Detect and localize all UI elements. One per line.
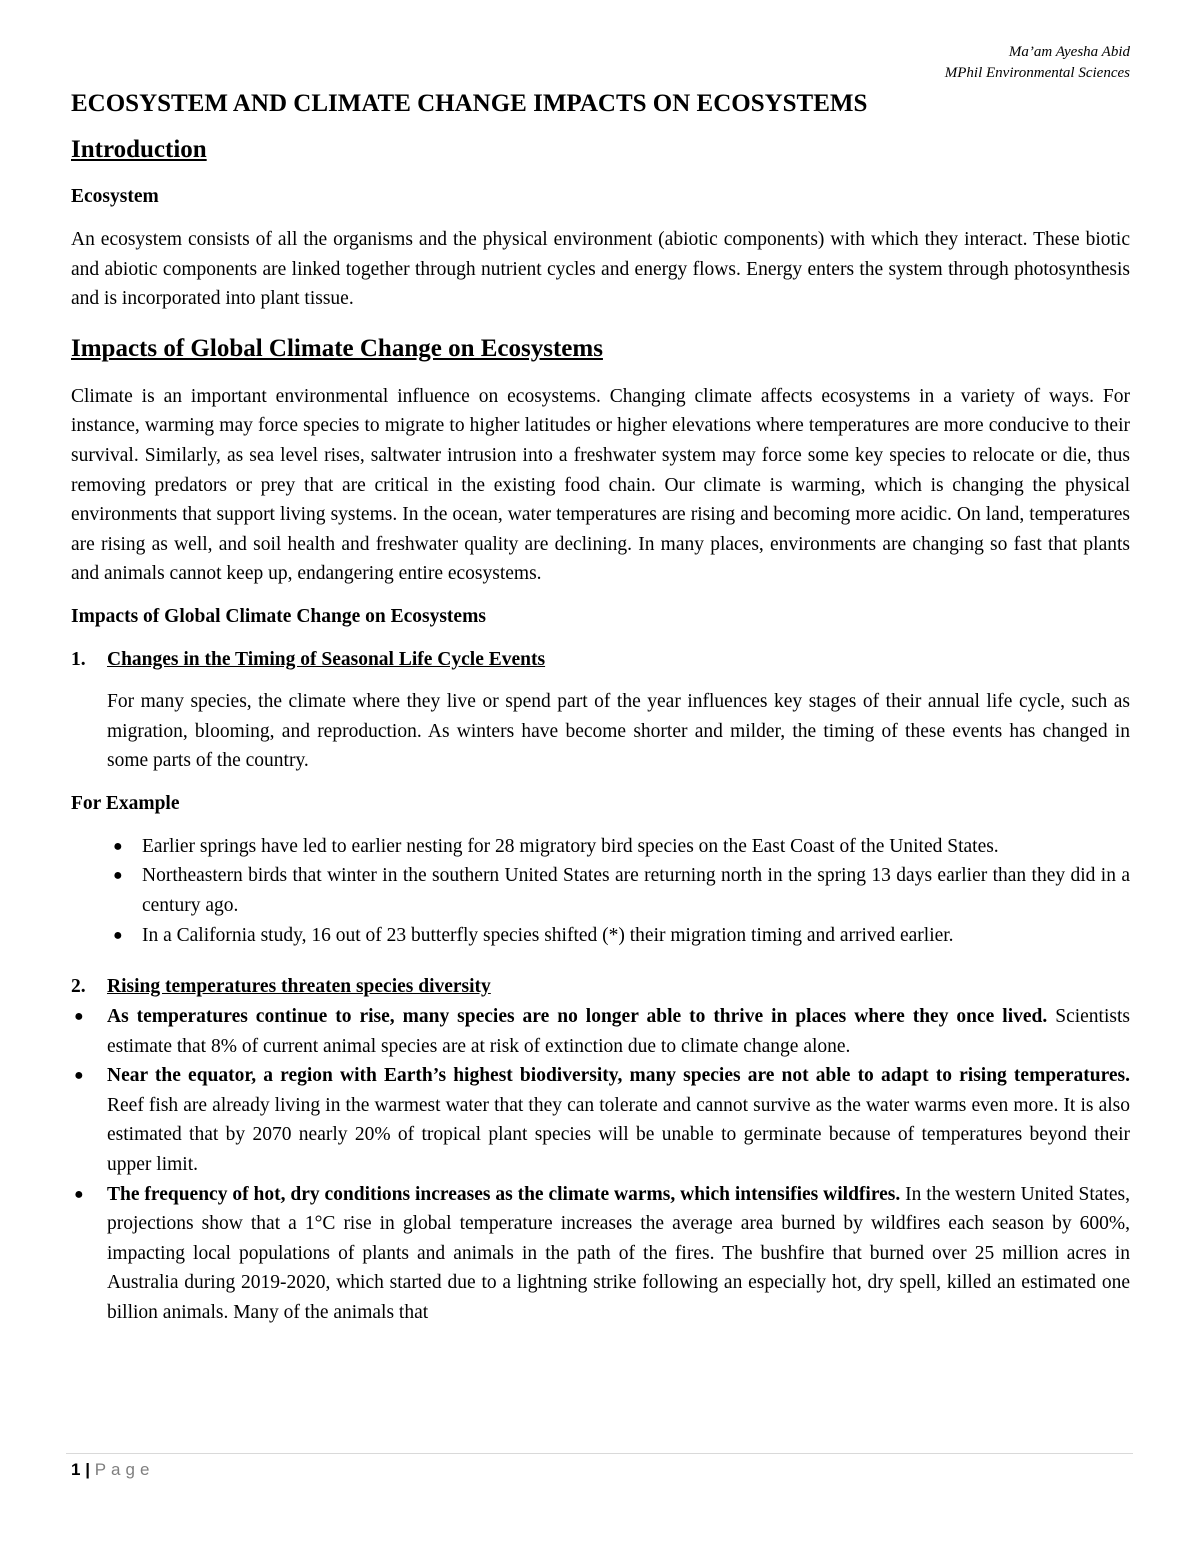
list-item-bold: The frequency of hot, dry conditions increases as the climate warms, which intensifies wildfires. xyxy=(107,1183,901,1205)
document-body xyxy=(71,88,1130,1328)
bullet-icon: ● xyxy=(113,926,123,944)
species-diversity-list xyxy=(71,1002,1130,1328)
header-author: Ma’am Ayesha Abid xyxy=(1008,44,1130,60)
footer-separator: | xyxy=(85,1460,90,1479)
section-2-number: 2. xyxy=(71,976,86,998)
ecosystem-paragraph: An ecosystem consists of all the organisms and the physical environment (abiotic components) with which they interact. These biotic and abiotic components are linked together through nutrient cycles and energy flows. Energy enters the system through photosynthesis and is incorporated into plant tissue. xyxy=(71,229,1130,310)
page-number: 1 xyxy=(71,1460,81,1479)
footer-divider xyxy=(66,1453,1133,1454)
example-list xyxy=(71,832,1130,950)
section-1-heading xyxy=(71,645,1130,675)
bullet-icon: ● xyxy=(74,1067,84,1085)
impacts-subheading: Impacts of Global Climate Change on Ecosystems xyxy=(71,605,486,627)
list-item xyxy=(71,921,1130,951)
list-item-text: Northeastern birds that winter in the southern United States are returning north in the spring 13 days earlier than they did in a century ago. xyxy=(142,865,1130,916)
list-item-text: In a California study, 16 out of 23 butterfly species shifted (*) their migration timing and arrived earlier. xyxy=(142,924,954,946)
section-2-heading xyxy=(71,972,1130,1002)
document-title: ECOSYSTEM AND CLIMATE CHANGE IMPACTS ON ECOSYSTEMS xyxy=(71,90,868,117)
example-heading: For Example xyxy=(71,792,180,814)
bullet-icon: ● xyxy=(113,837,123,855)
list-item xyxy=(71,832,1130,862)
list-item xyxy=(71,1002,1130,1061)
section-1-title: Changes in the Timing of Seasonal Life Cycle Events xyxy=(107,648,546,670)
ecosystem-subheading: Ecosystem xyxy=(71,186,159,207)
header-qualification: MPhil Environmental Sciences xyxy=(944,65,1130,81)
list-item-bold: As temperatures continue to rise, many species are no longer able to thrive in places where they once lived. xyxy=(107,1006,1048,1028)
list-item-text: Earlier springs have led to earlier nesting for 28 migratory bird species on the East Coast of the United States. xyxy=(142,835,999,857)
bullet-icon: ● xyxy=(74,1185,84,1203)
list-item-text: Scientists estimate that 8% of current animal species are at risk of extinction due to climate change alone. xyxy=(107,1006,1130,1057)
impacts-paragraph: Climate is an important environmental influence on ecosystems. Changing climate affects ecosystems in a variety of ways. For instance, warming may force species to migrate to higher latitudes or higher elevations where temperatures are more conducive to their survival. Similarly, as sea level rises, saltwater intrusion into a freshwater system may force some key species to relocate or die, thus removing predators or prey that are critical in the existing food chain. Our climate is warming, which is changing the physical environments that support living systems. In the ocean, water temperatures are rising and becoming more acidic. On land, temperatures are rising as well, and soil health and freshwater quality are declining. In many places, environments are changing so fast that plants and animals cannot keep up, endangering entire ecosystems. xyxy=(71,385,1130,585)
list-item xyxy=(71,1061,1130,1179)
list-item xyxy=(71,861,1130,920)
section-2-title: Rising temperatures threaten species diversity xyxy=(107,976,491,998)
bullet-icon: ● xyxy=(113,867,123,885)
page-label: Page xyxy=(94,1460,155,1479)
page-footer xyxy=(71,1458,154,1482)
list-item-bold: Near the equator, a region with Earth’s highest biodiversity, many species are not able to adapt to rising temperatures. xyxy=(107,1065,1130,1087)
list-item-text: Reef fish are already living in the warmest water that they can tolerate and cannot survive as the water warms even more. It is also estimated that by 2070 nearly 20% of tropical plant species will be unable to germinate because of temperatures beyond their upper limit. xyxy=(107,1094,1130,1176)
list-item xyxy=(71,1180,1130,1328)
bullet-icon: ● xyxy=(74,1008,84,1026)
section-1-paragraph: For many species, the climate where they live or spend part of the year influences key stages of their annual life cycle, such as migration, blooming, and reproduction. As winters have become shorter and milder, the timing of these events has changed in some parts of the country. xyxy=(107,690,1130,772)
section-1-number: 1. xyxy=(71,648,86,670)
page-header xyxy=(945,42,1130,84)
impacts-heading: Impacts of Global Climate Change on Ecosystems xyxy=(71,334,603,362)
introduction-heading: Introduction xyxy=(71,136,207,163)
list-item-text: In the western United States, projections show that a 1°C rise in global temperature increases the average area burned by wildfires each season by 600%, impacting local populations of plants and animals in the path of the fires. The bushfire that burned over 25 million acres in Australia during 2019-2020, which started due to a lightning strike following an especially hot, dry spell, killed an estimated one billion animals. Many of the animals that xyxy=(107,1183,1130,1324)
